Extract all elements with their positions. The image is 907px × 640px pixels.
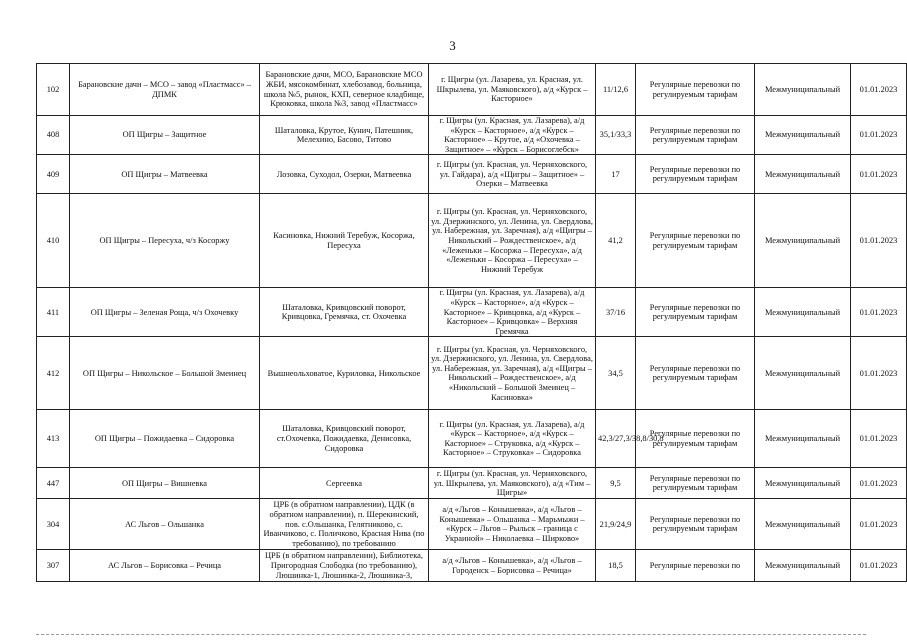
table-row bbox=[37, 468, 907, 499]
stops-cell: Барановские дачи, МСО, Барановские МСО ЖБИ, мясокомбинат, хлебозавод, больница, школа №5, рынок, КХП, северное кладбище, Крюковка, школа №3, завод «Пластмасс» bbox=[260, 64, 429, 116]
transport-type-cell: Регулярные перевозки по регулируемым тарифам bbox=[636, 468, 755, 499]
length-cell: 9,5 bbox=[596, 468, 636, 499]
stops-cell: Лозовка, Суходол, Озерки, Матвеевка bbox=[260, 155, 429, 194]
start-date-cell: 01.01.2023 bbox=[851, 64, 907, 116]
table-row bbox=[37, 337, 907, 410]
streets-cell: г. Щигры (ул. Красная, ул. Черняховского, ул. Дзержинского, ул. Ленина, ул. Свердлова, ул. Набережная, ул. Заречная), а/д «Щигры – Никольский – Рождественское», а/д «Леженьки – Косоржа – Пересуха», а/д «Леженьки – Косоржа – Пересуха» – Нижний Теребуж bbox=[429, 194, 596, 288]
route-number-cell: 102 bbox=[37, 64, 70, 116]
table-row bbox=[37, 194, 907, 288]
start-date-cell: 01.01.2023 bbox=[851, 550, 907, 582]
route-name-cell: Барановские дачи – МСО – завод «Пластмасс» – ДПМК bbox=[70, 64, 260, 116]
route-name-cell: ОП Щигры – Защитное bbox=[70, 116, 260, 155]
length-cell: 17 bbox=[596, 155, 636, 194]
length-cell: 42,3/27,3/38,8/30,8 bbox=[596, 410, 636, 468]
table-row bbox=[37, 116, 907, 155]
stops-cell: Шаталовка, Кривцовский поворот, ст.Охочевка, Пожидаевка, Денисовка, Сидоровка bbox=[260, 410, 429, 468]
route-name-cell: ОП Щигры – Вишневка bbox=[70, 468, 260, 499]
length-cell: 35,1/33,3 bbox=[596, 116, 636, 155]
route-kind-cell: Межмуниципальный bbox=[755, 64, 851, 116]
table-row bbox=[37, 550, 907, 582]
stops-cell: Сергеевка bbox=[260, 468, 429, 499]
route-number-cell: 307 bbox=[37, 550, 70, 582]
route-name-cell: ОП Щигры – Никольское – Большой Змеинец bbox=[70, 337, 260, 410]
streets-cell: г. Щигры (ул. Красная, ул. Лазарева), а/д «Курск – Касторное», а/д «Курск – Касторное» – Струковка, а/д «Курск – Касторное» – Струковка» – Сидоровка bbox=[429, 410, 596, 468]
length-cell: 18,5 bbox=[596, 550, 636, 582]
transport-type-cell: Регулярные перевозки по bbox=[636, 550, 755, 582]
route-kind-cell: Межмуниципальный bbox=[755, 194, 851, 288]
route-number-cell: 409 bbox=[37, 155, 70, 194]
route-kind-cell: Межмуниципальный bbox=[755, 499, 851, 550]
table-row bbox=[37, 64, 907, 116]
table-row bbox=[37, 499, 907, 550]
streets-cell: г. Щигры (ул. Красная, ул. Черняховского, ул. Гайдара), а/д «Щигры – Защитное» – Озерки – Матвеевка bbox=[429, 155, 596, 194]
streets-cell: а/д «Льгов – Конышевка», а/д «Льгов – Конышевка» – Ольшанка – Марьмыжи – «Курск – Льгов – Рыльск – граница с Украиной» – Николаевка – Ширково» bbox=[429, 499, 596, 550]
route-name-cell: ОП Щигры – Пожидаевка – Сидоровка bbox=[70, 410, 260, 468]
length-cell: 41,2 bbox=[596, 194, 636, 288]
start-date-cell: 01.01.2023 bbox=[851, 194, 907, 288]
transport-type-cell: Регулярные перевозки по регулируемым тарифам bbox=[636, 337, 755, 410]
streets-cell: а/д «Льгов – Конышевка», а/д «Льгов – Городенск – Борисовка – Речица» bbox=[429, 550, 596, 582]
streets-cell: г. Щигры (ул. Красная, ул. Лазарева), а/д «Курск – Касторное», а/д «Курск – Касторное» – Крутое, а/д «Охочевка – Защитное» – «Курск – Борисоглебск» bbox=[429, 116, 596, 155]
stops-cell: ЦРБ (в обратном направлении), Библиотека, Пригородная Слободка (по требованию), Люшинка-1, Люшинка-2, Люшинка-3, bbox=[260, 550, 429, 582]
route-name-cell: АС Льгов – Борисовка – Речица bbox=[70, 550, 260, 582]
stops-cell: Касиновка, Нижний Теребуж, Косоржа, Пересуха bbox=[260, 194, 429, 288]
transport-type-cell: Регулярные перевозки по регулируемым тарифам bbox=[636, 288, 755, 337]
route-kind-cell: Межмуниципальный bbox=[755, 337, 851, 410]
start-date-cell: 01.01.2023 bbox=[851, 337, 907, 410]
route-name-cell: АС Льгов – Ольшанка bbox=[70, 499, 260, 550]
length-cell: 37/16 bbox=[596, 288, 636, 337]
length-cell: 34,5 bbox=[596, 337, 636, 410]
routes-table bbox=[36, 63, 907, 582]
route-kind-cell: Межмуниципальный bbox=[755, 116, 851, 155]
start-date-cell: 01.01.2023 bbox=[851, 288, 907, 337]
transport-type-cell: Регулярные перевозки по регулируемым тарифам bbox=[636, 499, 755, 550]
route-kind-cell: Межмуниципальный bbox=[755, 550, 851, 582]
route-kind-cell: Межмуниципальный bbox=[755, 468, 851, 499]
start-date-cell: 01.01.2023 bbox=[851, 468, 907, 499]
table-row bbox=[37, 155, 907, 194]
table-row bbox=[37, 410, 907, 468]
route-number-cell: 447 bbox=[37, 468, 70, 499]
transport-type-cell: Регулярные перевозки по регулируемым тарифам bbox=[636, 155, 755, 194]
length-cell: 21,9/24,9 bbox=[596, 499, 636, 550]
transport-type-cell: Регулярные перевозки по регулируемым тарифам bbox=[636, 410, 755, 468]
start-date-cell: 01.01.2023 bbox=[851, 116, 907, 155]
stops-cell: Шаталовка, Крутое, Кунич, Патешник, Мелехино, Басово, Титово bbox=[260, 116, 429, 155]
streets-cell: г. Щигры (ул. Красная, ул. Черняховского, ул. Шкрылева, ул. Маяковского), а/д «Тим – Щигры» bbox=[429, 468, 596, 499]
table-row bbox=[37, 288, 907, 337]
footer-rule bbox=[36, 634, 866, 635]
start-date-cell: 01.01.2023 bbox=[851, 410, 907, 468]
route-name-cell: ОП Щигры – Матвеевка bbox=[70, 155, 260, 194]
route-number-cell: 408 bbox=[37, 116, 70, 155]
route-number-cell: 410 bbox=[37, 194, 70, 288]
transport-type-cell: Регулярные перевозки по регулируемым тарифам bbox=[636, 116, 755, 155]
route-number-cell: 413 bbox=[37, 410, 70, 468]
length-cell: 11/12,6 bbox=[596, 64, 636, 116]
route-name-cell: ОП Щигры – Зеленая Роща, ч/з Охочевку bbox=[70, 288, 260, 337]
route-kind-cell: Межмуниципальный bbox=[755, 288, 851, 337]
route-name-cell: ОП Щигры – Пересуха, ч/з Косоржу bbox=[70, 194, 260, 288]
streets-cell: г. Щигры (ул. Лазарева, ул. Красная, ул. Шкрылева, ул. Маяковского), а/д «Курск – Касторное» bbox=[429, 64, 596, 116]
route-number-cell: 304 bbox=[37, 499, 70, 550]
streets-cell: г. Щигры (ул. Красная, ул. Лазарева), а/д «Курск – Касторное», а/д «Курск – Касторное» – Кривцовка, а/д «Курск – Касторное» – Кривцовка» – Верхняя Гремячка bbox=[429, 288, 596, 337]
route-number-cell: 412 bbox=[37, 337, 70, 410]
route-number-cell: 411 bbox=[37, 288, 70, 337]
stops-cell: Шаталовка, Кривцовский поворот, Кривцовка, Гремячка, ст. Охочевка bbox=[260, 288, 429, 337]
stops-cell: ЦРБ (в обратном направлении), ЦДК (в обратном направлении), п. Шерекинский, пов. с.Ольшанка, Гелятниково, с. Иванчиково, с. Поличково, Красная Нива (по требованию), по требованию bbox=[260, 499, 429, 550]
start-date-cell: 01.01.2023 bbox=[851, 155, 907, 194]
page-number: 3 bbox=[449, 38, 456, 53]
route-kind-cell: Межмуниципальный bbox=[755, 410, 851, 468]
route-kind-cell: Межмуниципальный bbox=[755, 155, 851, 194]
start-date-cell: 01.01.2023 bbox=[851, 499, 907, 550]
streets-cell: г. Щигры (ул. Красная, ул. Черняховского, ул. Дзержинского, ул. Ленина, ул. Свердлова, ул. Набережная, ул. Заречная), а/д «Щигры – Никольский – Рождественское», а/д «Никольский – Большой Змеинец – Касиновка» bbox=[429, 337, 596, 410]
transport-type-cell: Регулярные перевозки по регулируемым тарифам bbox=[636, 64, 755, 116]
stops-cell: Вышнеольховатое, Куриловка, Никольское bbox=[260, 337, 429, 410]
transport-type-cell: Регулярные перевозки по регулируемым тарифам bbox=[636, 194, 755, 288]
